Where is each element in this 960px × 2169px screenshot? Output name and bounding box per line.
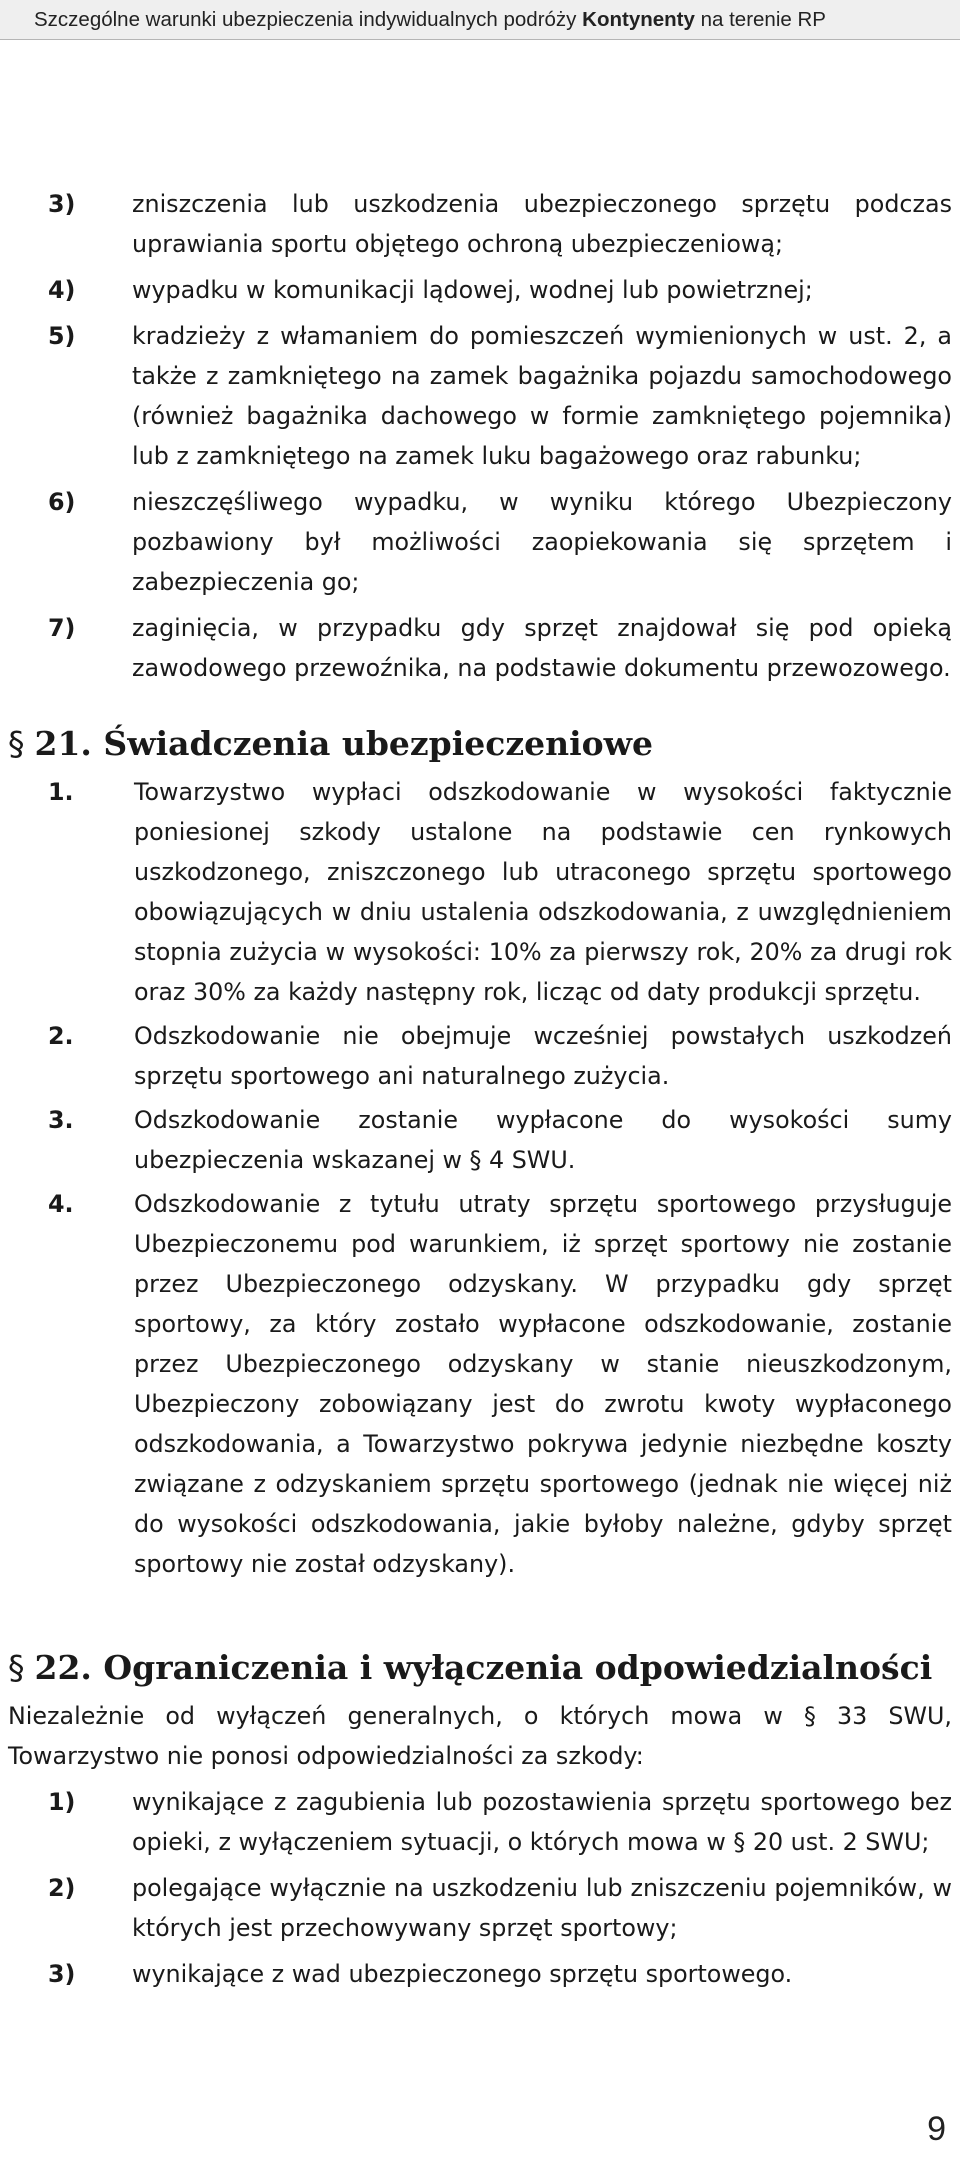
section-21-list [8, 772, 952, 1584]
list-item-number: 4) [48, 276, 76, 304]
list-item [8, 482, 952, 602]
page-number: 9 [927, 2110, 946, 2148]
list-item [8, 270, 952, 310]
list-item [8, 184, 952, 264]
list-item-number: 1. [48, 778, 74, 806]
list-item-text: kradzieży z włamaniem do pomieszczeń wymienionych w ust. 2, a także z zamkniętego na zamek bagażnika pojazdu samochodowego (również bagażnika dachowego w formie zamkniętego pojemnika) lub z zamkniętego na zamek luku bagażowego oraz rabunku; [132, 322, 952, 470]
list-item [8, 316, 952, 476]
list-item-number: 3) [48, 190, 76, 218]
section-21-heading [8, 722, 952, 766]
section-22-list [8, 1782, 952, 1994]
header-title-prefix: Szczególne warunki ubezpieczenia indywidualnych podróży [34, 8, 577, 31]
section-22-title: 22. Ograniczenia i wyłączenia odpowiedzialności [34, 1648, 933, 1687]
list-item-text: Odszkodowanie nie obejmuje wcześniej powstałych uszkodzeń sprzętu sportowego ani naturalnego zużycia. [134, 1022, 952, 1090]
list-item [8, 772, 952, 1012]
list-item [8, 1868, 952, 1948]
list-item-text: zniszczenia lub uszkodzenia ubezpieczonego sprzętu podczas uprawiania sportu objętego ochroną ubezpieczeniową; [132, 190, 952, 258]
page-content [8, 184, 952, 2000]
section-22-intro: Niezależnie od wyłączeń generalnych, o których mowa w § 33 SWU, Towarzystwo nie ponosi odpowiedzialności za szkody: [8, 1702, 952, 1770]
list-item-text: Towarzystwo wypłaci odszkodowanie w wysokości faktycznie poniesionej szkody ustalone na podstawie cen rynkowych uszkodzonego, zniszczonego lub utraconego sprzętu sportowego obowiązujących w dniu ustalenia odszkodowania, z uwzględnieniem stopnia zużycia w wysokości: 10% za pierwszy rok, 20% za drugi rok oraz 30% za każdy następny rok, licząc od daty produkcji sprzętu. [134, 778, 952, 1006]
list-item [8, 608, 952, 688]
list-item-number: 6) [48, 488, 76, 516]
section-22-heading [8, 1646, 952, 1690]
list-item-text: wypadku w komunikacji lądowej, wodnej lub powietrznej; [132, 276, 813, 304]
list-item-text: polegające wyłącznie na uszkodzeniu lub zniszczeniu pojemników, w których jest przechowywany sprzęt sportowy; [132, 1874, 952, 1942]
list-item-number: 3) [48, 1960, 76, 1988]
list-item-number: 3. [48, 1106, 74, 1134]
list-item-number: 4. [48, 1190, 74, 1218]
section-21-title: 21. Świadczenia ubezpieczeniowe [34, 724, 654, 763]
list-item [8, 1954, 952, 1994]
list-item-text: wynikające z wad ubezpieczonego sprzętu sportowego. [132, 1960, 793, 1988]
list-item [8, 1782, 952, 1862]
list-item-number: 2. [48, 1022, 74, 1050]
list-item-number: 1) [48, 1788, 76, 1816]
header-title-bold: Kontynenty [582, 8, 695, 31]
running-header [0, 0, 960, 40]
list-item [8, 1184, 952, 1584]
list-item-text: Odszkodowanie z tytułu utraty sprzętu sportowego przysługuje Ubezpieczonemu pod warunkiem, iż sprzęt sportowy nie zostanie przez Ubezpieczonego odzyskany. W przypadku gdy sprzęt sportowy, za który zostało wypłacone odszkodowanie, zostanie przez Ubezpieczonego odzyskany w stanie nieuszkodzonym, Ubezpieczony zobowiązany jest do zwrotu kwoty wypłaconego odszkodowania, a Towarzystwo pokrywa jedynie niezbędne koszty związane z odzyskaniem sprzętu sportowego (jednak nie więcej niż do wysokości odszkodowania, jakie byłoby należne, gdyby sprzęt sportowy nie został odzyskany). [134, 1190, 952, 1578]
section-sign: § [8, 1648, 25, 1687]
list-item-text: wynikające z zagubienia lub pozostawienia sprzętu sportowego bez opieki, z wyłączeniem sytuacji, o których mowa w § 20 ust. 2 SWU; [132, 1788, 952, 1856]
list-item-text: nieszczęśliwego wypadku, w wyniku którego Ubezpieczony pozbawiony był możliwości zaopiekowania się sprzętem i zabezpieczenia go; [132, 488, 952, 596]
list-item-number: 7) [48, 614, 76, 642]
list-a [8, 184, 952, 688]
header-title-suffix: na terenie RP [700, 8, 826, 31]
list-item [8, 1100, 952, 1180]
list-item-text: Odszkodowanie zostanie wypłacone do wysokości sumy ubezpieczenia wskazanej w § 4 SWU. [134, 1106, 952, 1174]
list-item-number: 2) [48, 1874, 76, 1902]
list-item [8, 1016, 952, 1096]
section-sign: § [8, 724, 25, 763]
list-item-text: zaginięcia, w przypadku gdy sprzęt znajdował się pod opieką zawodowego przewoźnika, na podstawie dokumentu przewozowego. [132, 614, 952, 682]
list-item-number: 5) [48, 322, 76, 350]
